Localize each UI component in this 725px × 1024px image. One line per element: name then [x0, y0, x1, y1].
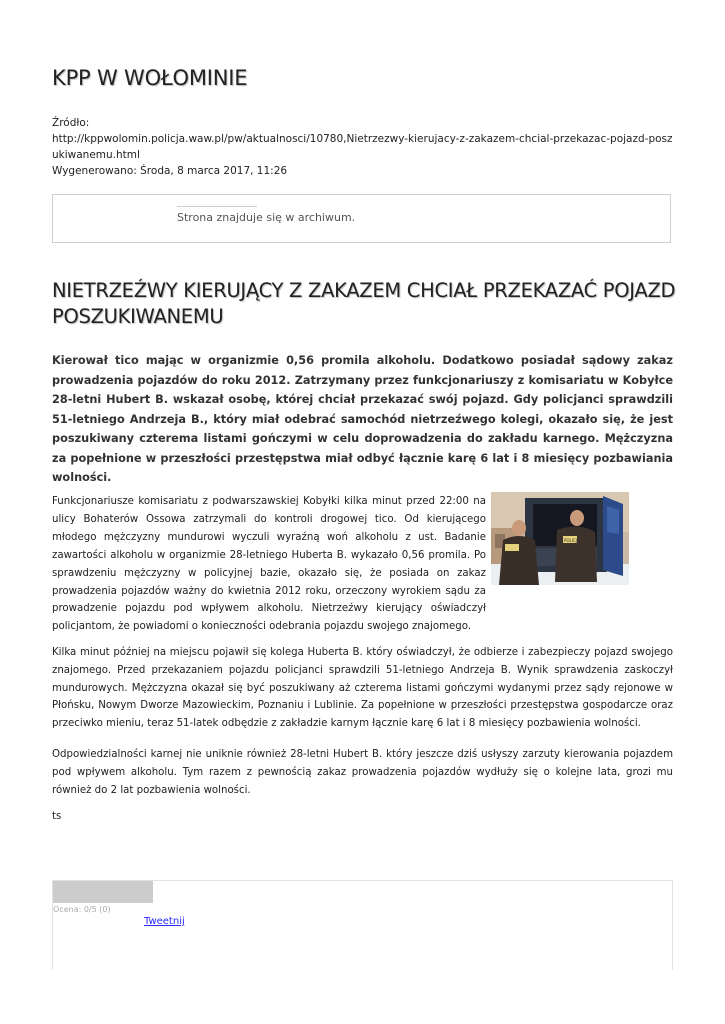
- document-meta: [52, 115, 677, 179]
- article-photo: [491, 492, 629, 585]
- rating-text: Ocena: 0/5 (0): [53, 905, 111, 914]
- article-title: NIETRZEŹWY KIERUJĄCY Z ZAKAZEM CHCIAŁ PRZEKAZAĆ POJAZD POSZUKIWANEMU: [52, 279, 676, 328]
- rating-stars[interactable]: [53, 881, 153, 903]
- article-signature: ts: [52, 811, 62, 822]
- archive-divider: [177, 206, 257, 207]
- article-lead: Kierował tico mając w organizmie 0,56 promila alkoholu. Dodatkowo posiadał sądowy zakaz prowadzenia pojazdów do roku 2012. Zatrzymany przez funkcjonariuszy z komisariatu w Kobyłce 28-letni Hubert B. wskazał osobę, której chciał przekazać swój pojazd. Gdy policjanci sprawdzili 51-letniego Andrzeja B., który miał odebrać samochód nietrzeźwego kolegi, okazało się, że jest poszukiwany czterema listami gończymi w celu doprowadzenia do zakładu karnego. Mężczyzna za popełnione w przeszłości przestępstwa miał odbyć łącznie karę 6 lat i 8 miesięcy pozbawiania wolności.: [52, 354, 673, 484]
- article-paragraph-1: Funkcjonariusze komisariatu z podwarszawskiej Kobyłki kilka minut przed 22:00 na ulicy Bohaterów Ossowa zatrzymali do kontroli drogowej tico. Od kierującego młodego mężczyzny mundurowi wyczuli wyraźną woń alkoholu z ust. Badanie zawartości alkoholu w organizmie 28-letniego Huberta B. wykazało 0,56 promila. Po sprawdzeniu mężczyzny w policyjnej bazie, okazało się, że posiada on zakaz prowadzenia pojazdów ważny do kwietnia 2012 roku, orzeczony wyrokiem sądu za prowadzenie pojazdu pod wpływem alkoholu. Nietrzeźwy kierujący oświadczył policjantom, że powiadomi o konieczności odebrania pojazdu swojego znajomego.: [52, 496, 486, 633]
- source-label: Źródło:: [52, 117, 90, 129]
- footer-box: [52, 880, 673, 970]
- article-paragraph-2: Kilka minut później na miejscu pojawił się kolega Huberta B. który oświadczył, że odbierze i zabezpieczy pojazd swojego znajomego. Przed przekazaniem pojazdu policjanci sprawdzili 51-letniego Andrzeja B. Wynik sprawdzenia zaskoczył mundurowych. Mężczyzna okazał się być poszukiwany aż czterema listami gończymi wydanymi przez sądy rejonowe w Płońsku, Nowym Dworze Mazowieckim, Poznaniu i Lublinie. Za popełnione w przeszłości przestępstwa gospodarcze oraz przeciwko mieniu, teraz 51-latek odbędzie z zakładzie karnym łącznie karę 6 lat i 8 miesięcy pozbawienia wolności.: [52, 647, 673, 730]
- article-paragraph-3: Odpowiedzialności karnej nie uniknie również 28-letni Hubert B. który jeszcze dziś usłyszy zarzuty kierowania pojazdem pod wpływem alkoholu. Tym razem z pewnością zakaz prowadzenia pojazdów wydłuży się o kolejne lata, grozi mu również do 2 lat pozbawienia wolności.: [52, 749, 673, 796]
- source-url: http://kppwolomin.policja.waw.pl/pw/aktualnosci/10780,Nietrzezwy-kierujacy-z-zakazem-chcial-przekazac-pojazd-poszukiwanemu.html: [52, 133, 673, 161]
- site-title: KPP W WOŁOMINIE: [52, 66, 248, 90]
- police-officers-photo: [491, 492, 629, 585]
- archive-notice-box: [52, 194, 671, 243]
- photo-police-label: POLICJA: [564, 538, 580, 543]
- tweet-link[interactable]: Tweetnij: [144, 916, 185, 927]
- archive-notice: Strona znajduje się w archiwum.: [177, 211, 356, 224]
- generated-date: Wygenerowano: Środa, 8 marca 2017, 11:26: [52, 165, 288, 177]
